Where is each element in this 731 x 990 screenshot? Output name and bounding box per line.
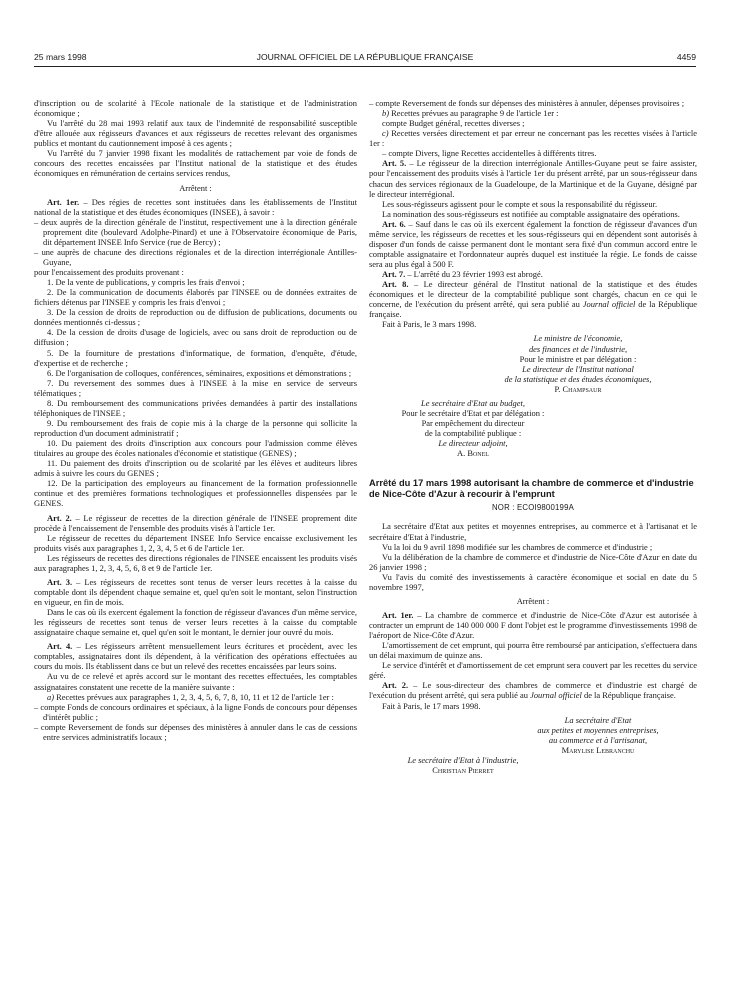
list-item: compte Budget général, recettes diverses ;	[382, 118, 525, 129]
article-paragraph: Art. 5. – Le régisseur de la direction interrégionale Antilles-Guyane peut se faire assister, pour l'encaissement des produits visés à l'article 1er du présent arrêté, par un sous-régisseur dans chacun des services régionaux de la Guadeloupe, de la Martinique et de la Guyane, désigné par le directeur interrégional.	[369, 158, 697, 199]
list-item: 10. Du paiement des droits d'inscription aux concours pour l'admission comme élèves titulaires au groupe des écoles nationales d'économie et statistique (GENES) ;	[34, 438, 357, 459]
page-header	[34, 52, 696, 66]
signature-line: au commerce et à l'artisanat,	[548, 734, 648, 745]
signature-line: La secrétaire d'Etat	[564, 714, 632, 725]
signature-line: Le directeur adjoint,	[438, 438, 508, 449]
list-item: 9. Du remboursement des frais de copie mis à la charge de la personne qui sollicite la reproduction d'un document administratif ;	[34, 417, 357, 438]
list-item: 2. De la communication de documents élaborés par l'INSEE ou de données extraites de fichiers détenus par l'INSEE y compris les frais d'envoi ;	[34, 287, 357, 308]
paragraph: Vu la délibération de la chambre de commerce et d'industrie de Nice-Côte d'Azur en date du 26 janvier 1998 ;	[369, 551, 697, 572]
paragraph: Vu l'arrêté du 7 janvier 1998 fixant les modalités de rattachement par voie de fonds de concours des recettes encaissées par l'Institut national de la statistique et des études économiques en rémunération de certains services rendus,	[34, 148, 357, 179]
signature-line: Le ministre de l'économie,	[533, 333, 623, 344]
list-item: 7. Du reversement des sommes dues à l'INSEE à la mise en service de serveurs télématiques ;	[34, 377, 357, 398]
paragraph: La secrétaire d'Etat aux petites et moyennes entreprises, au commerce et à l'artisanat et le secrétaire d'Etat à l'industrie,	[369, 521, 697, 542]
article-label: Art. 2.	[47, 512, 72, 523]
article-label: Art. 1er.	[382, 609, 414, 620]
left-column	[34, 98, 357, 742]
paragraph: Vu l'arrêté du 28 mai 1993 relatif aux taux de l'indemnité de responsabilité susceptible d'être allouée aux régisseurs d'avances et aux régisseurs de recettes relevant des organismes publics et montant du cautionnement imposé à ces agents ;	[34, 118, 357, 149]
decree-title: Arrêté du 17 mars 1998 autorisant la chambre de commerce et d'industrie de Nice-Côte d'Azur à recourir à l'emprunt	[369, 478, 694, 499]
paragraph: d'inscription ou de scolarité à l'Ecole nationale de la statistique et de l'administration économique ;	[34, 98, 357, 119]
paragraph: Le service d'intérêt et d'amortissement de cet emprunt sera couvert par les recettes du service géré.	[369, 660, 697, 681]
list-item: c) Recettes versées directement et par erreur ne concernant pas les recettes visées à l'article 1er :	[369, 128, 697, 149]
signatory-name: A. Bonel	[457, 448, 489, 459]
list-item: 5. De la fourniture de prestations d'informatique, de formation, d'enquête, d'étude, d'expertise et de recherche ;	[34, 347, 357, 368]
signature-line: aux petites et moyennes entreprises,	[537, 724, 659, 735]
article-label: Art. 6.	[382, 218, 406, 229]
list-item: 12. De la participation des employeurs au financement de la formation professionnelle continue et des premières formations technologiques et professionnelles dispensées par le GENES.	[34, 478, 357, 509]
list-item: 6. De l'organisation de colloques, conférences, séminaires, expositions et démonstrations ;	[47, 367, 352, 378]
list-item: 1. De la vente de publications, y compris les frais d'envoi ;	[47, 277, 245, 288]
list-item: 8. Du remboursement des communications privées demandées à partir des installations téléphoniques de l'INSEE ;	[34, 397, 357, 418]
list-item: 11. Du paiement des droits d'inscription ou de scolarité par les élèves et auditeurs libres admis à suivre les cours du GENES ;	[34, 458, 357, 479]
paragraph: Dans le cas où ils exercent également la fonction de régisseur d'avances d'un même service, les régisseurs de recettes sont tenus de verser leurs recettes à la caisse du comptable assignataire chaque semaine et, quel qu'en soit le montant, le dernier jour ouvré du mois.	[34, 607, 357, 638]
list-item: b) Recettes prévues au paragraphe 9 de l'article 1er :	[382, 108, 559, 119]
paragraph: Vu la loi du 9 avril 1898 modifiée sur les chambres de commerce et d'industrie ;	[382, 541, 653, 552]
date-line: Fait à Paris, le 3 mars 1998.	[382, 319, 477, 330]
signature-line: Pour le secrétaire d'Etat et par délégation :	[401, 407, 545, 418]
signatory-name: Marylise Lebranchu	[561, 744, 635, 755]
header-rule	[34, 66, 696, 67]
signatory-name: P. Champsaur	[554, 383, 602, 394]
right-column	[369, 98, 697, 775]
signature-line: de la statistique et des études économiques,	[504, 373, 652, 384]
date-line: Fait à Paris, le 17 mars 1998.	[382, 700, 481, 711]
article-paragraph: Art. 6. – Sauf dans le cas où ils exercent également la fonction de régisseur d'avances d'un même service, les régisseurs de recettes et les sous-régisseurs qui en dépendent sont autorisés à disposer d'un fonds de caisse permanent dont le montant sera fixé d'un commun accord entre le comptable assignataire et l'ordonnateur auprès duquel est instituée la régie. Le fonds de caisse sera au plus égal à 500 F.	[369, 218, 697, 269]
header-journal-title: JOURNAL OFFICIEL DE LA RÉPUBLIQUE FRANÇAISE	[256, 52, 474, 62]
paragraph: Les sous-régisseurs agissent pour le compte et sous la responsabilité du régisseur.	[382, 198, 658, 209]
article-paragraph: Art. 2. – Le régisseur de recettes de la direction générale de l'INSEE proprement dite procède à l'encaissement de l'ensemble des produits visés à l'article 1er.	[34, 512, 357, 533]
signature-line: Le secrétaire d'Etat à l'industrie,	[407, 754, 519, 765]
paragraph: Les régisseurs de recettes des directions régionales de l'INSEE encaissent les produits visés aux paragraphes 1, 2, 3, 4, 5, 6, 8 et 9 de l'article 1er.	[34, 552, 357, 573]
paragraph: Vu l'avis du comité des investissements à caractère économique et social en date du 5 novembre 1997,	[369, 571, 697, 592]
article-label: Art. 3.	[47, 576, 73, 587]
article-paragraph: Art. 1er. – Des régies de recettes sont instituées dans les établissements de l'Institut national de la statistique et des études économiques (INSEE), à savoir :	[34, 196, 357, 217]
list-item: – une auprès de chacune des directions régionales et de la direction interrégionale Antilles-Guyane,	[34, 246, 357, 267]
list-item: 3. De la cession de droits de reproduction ou de diffusion de publications, documents ou données mentionnés ci-dessus ;	[34, 307, 357, 328]
article-paragraph: Art. 1er. – La chambre de commerce et d'industrie de Nice-Côte d'Azur est autorisée à contracter un emprunt de 140 000 000 F dont l'objet est le programme d'investissements 1998 de l'aéroport de Nice-Côte d'Azur.	[369, 609, 697, 641]
paragraph: Au vu de ce relevé et après accord sur le montant des recettes effectuées, les comptables assignataires constatent une recette de la manière suivante :	[34, 671, 357, 692]
article-paragraph: Art. 2. – Le sous-directeur des chambres de commerce et d'industrie est chargé de l'exécution du présent arrêté, qui sera publié au Journal officiel de la République française.	[369, 680, 697, 701]
signature-line: de la comptabilité publique :	[424, 428, 522, 438]
article-paragraph: Art. 7. – L'arrêté du 23 février 1993 est abrogé.	[382, 269, 543, 280]
list-item: a) Recettes prévues aux paragraphes 1, 2, 3, 4, 5, 6, 7, 8, 10, 11 et 12 de l'article 1er :	[47, 691, 334, 702]
arretent-heading: Arrêtent :	[516, 595, 550, 606]
signature-line: Le directeur de l'Institut national	[522, 363, 634, 374]
header-page-number: 4459	[676, 52, 696, 62]
signature-line: Pour le ministre et par délégation :	[519, 353, 637, 364]
article-label: Art. 2.	[382, 680, 409, 691]
signature-line: Par empêchement du directeur	[421, 417, 525, 428]
list-item: – deux auprès de la direction générale de l'institut, respectivement une à la direction générale proprement dite (boulevard Adolphe-Pinard) et une à l'Observatoire économique de Paris, dit département INSEE Info Service (rue de Bercy) ;	[34, 216, 357, 247]
list-item: – compte Reversement de fonds sur dépenses des ministères à annuler dans le cas de cessions entre services administratifs locaux ;	[34, 721, 357, 742]
paragraph: L'amortissement de cet emprunt, qui pourra être remboursé par anticipation, s'effectuera dans un délai maximum de quinze ans.	[369, 640, 697, 661]
article-label: Art. 7.	[382, 269, 406, 280]
article-label: Art. 8.	[382, 279, 409, 290]
list-item: – compte Divers, ligne Recettes accidentelles à différents titres.	[382, 148, 597, 159]
list-item: – compte Reversement de fonds sur dépenses des ministères à annuler, dépenses provisoires ;	[369, 98, 685, 108]
paragraph: Le régisseur de recettes du département INSEE Info Service encaisse exclusivement les produits visés aux paragraphes 1, 2, 3, 4, 5 et 6 de l'article 1er.	[34, 532, 357, 553]
article-label: Art. 1er.	[47, 196, 80, 207]
list-item: 4. De la cession de droits d'usage de logiciels, avec ou sans droit de reproduction ou de diffusion ;	[34, 327, 357, 348]
header-date: 25 mars 1998	[34, 52, 87, 62]
paragraph: pour l'encaissement des produits provenant :	[34, 267, 184, 277]
signature-line: des finances et de l'industrie,	[528, 343, 628, 354]
paragraph: La nomination des sous-régisseurs est notifiée au comptable assignataire des opérations.	[382, 208, 680, 219]
article-paragraph: Art. 3. – Les régisseurs de recettes sont tenus de verser leurs recettes à la caisse du comptable dont ils dépendent chaque semaine et, quel qu'en soit le montant, selon l'instruction en vigueur, en fin de mois.	[34, 576, 357, 607]
signatory-name: Christian Pierret	[432, 764, 494, 775]
article-label: Art. 4.	[47, 641, 73, 652]
signature-line: Le secrétaire d'Etat au budget,	[421, 397, 525, 408]
article-label: Art. 5.	[382, 158, 407, 169]
list-item: – compte Fonds de concours ordinaires et spéciaux, à la ligne Fonds de concours pour dépenses d'intérêt public ;	[34, 701, 357, 722]
nor-reference: NOR : ECOI9800199A	[491, 503, 575, 513]
arretent-heading: Arrêtent :	[179, 182, 212, 193]
article-paragraph: Art. 4. – Les régisseurs arrêtent mensuellement leurs écritures et procèdent, avec les comptables, assignataires dont ils dépendent, à la vérification des opérations effectuées au cours du mois. Ils établissent dans ce but un relevé des recettes encaissées par leurs soins.	[34, 641, 358, 672]
article-paragraph: Art. 8. – Le directeur général de l'Institut national de la statistique et des études économiques et le directeur de la comptabilité publique sont chargés, chacun en ce qui le concerne, de l'exécution du présent arrêté, qui sera publié au Journal officiel de la République française.	[369, 279, 698, 320]
